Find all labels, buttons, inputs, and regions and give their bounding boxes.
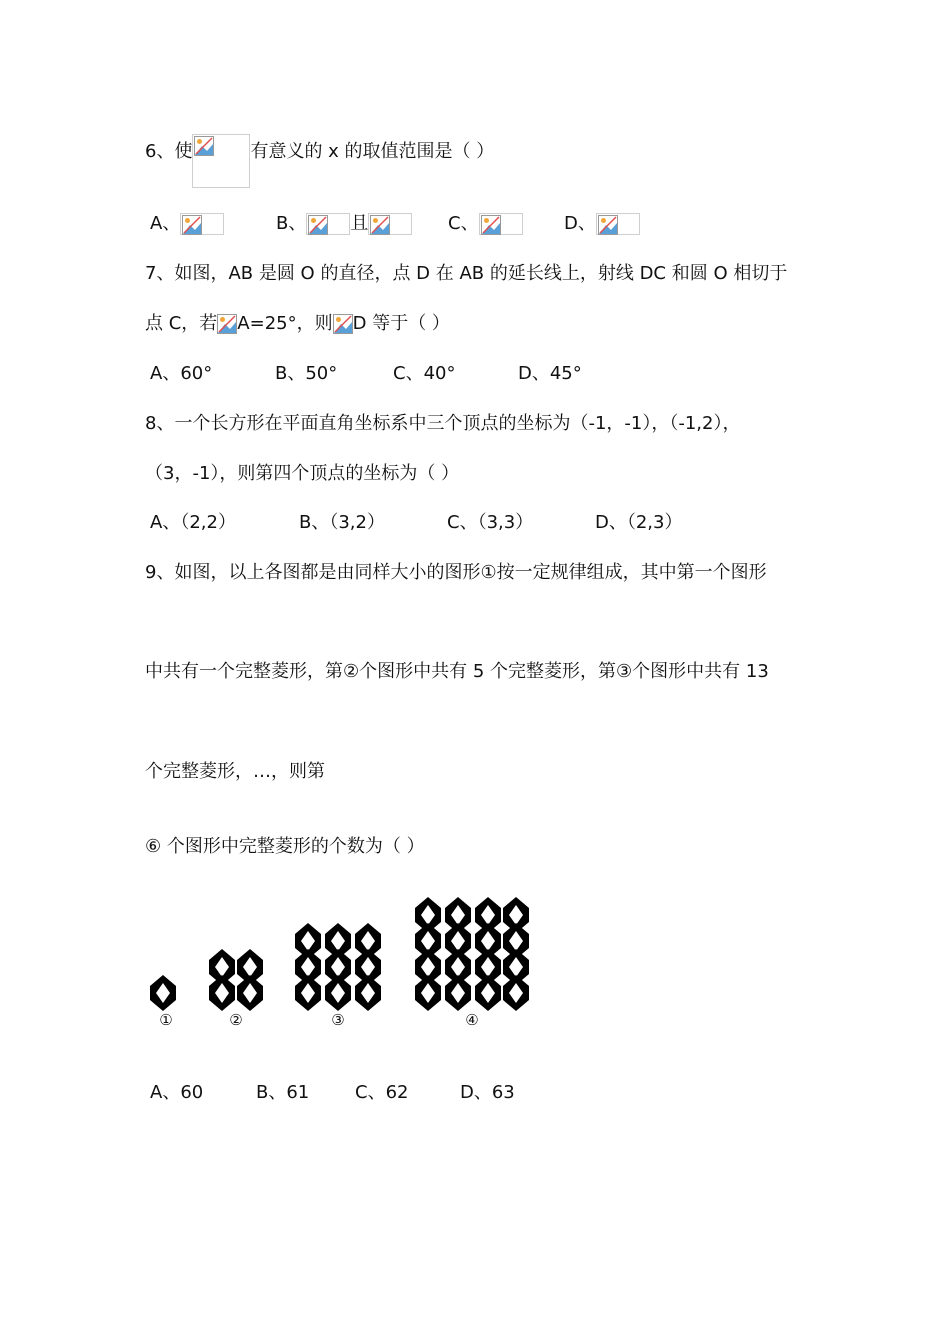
q6-option-b-image-1: [306, 213, 350, 235]
q7-option-d[interactable]: D、45°: [518, 363, 582, 384]
q7-stem-line2: 点 C，若 A=25°，则 D 等于（ ）: [145, 313, 450, 334]
q9-stem-line2: 中共有一个完整菱形，第②个图形中共有 5 个完整菱形，第③个图形中共有 13: [145, 661, 769, 682]
figure-label-4: ④: [465, 1011, 479, 1029]
q8-option-d[interactable]: D、（2,3）: [595, 512, 683, 533]
q6-stem: [145, 140, 494, 188]
broken-image-icon: [308, 215, 328, 235]
q8-option-c[interactable]: C、（3,3）: [447, 512, 534, 533]
q9-stem-line1: 9、如图，以上各图都是由同样大小的图形①按一定规律组成，其中第一个图形: [145, 562, 767, 583]
pattern-figure-2: [209, 949, 263, 1011]
broken-image-icon: [370, 215, 390, 235]
q6-option-a[interactable]: A、: [150, 212, 224, 236]
q7-option-a[interactable]: A、60°: [150, 363, 213, 384]
q9-option-a[interactable]: A、60: [150, 1082, 204, 1103]
pattern-figure-1: [150, 975, 176, 1011]
q9-option-c[interactable]: C、62: [355, 1082, 409, 1103]
q9-pattern-figures: [145, 895, 545, 1015]
pattern-figure-3: [295, 923, 381, 1011]
angle-symbol-image-1: [217, 314, 237, 334]
figure-label-3: ③: [331, 1011, 345, 1029]
q9-stem-line3: 个完整菱形，…，则第: [145, 761, 325, 782]
broken-image-icon: [598, 215, 618, 235]
q8-option-a[interactable]: A、（2,2）: [150, 512, 236, 533]
q7-stem-line1: 7、如图，AB 是圆 O 的直径，点 D 在 AB 的延长线上，射线 DC 和圆 O 相切于: [145, 263, 788, 284]
q7-option-c[interactable]: C、40°: [393, 363, 456, 384]
pattern-figure-4: [415, 897, 529, 1011]
broken-image-icon: [194, 136, 214, 156]
q6-stem-post: 有意义的 x 的取值范围是（ ）: [250, 141, 495, 162]
figure-label-2: ②: [229, 1011, 243, 1029]
figure-label-1: ①: [159, 1011, 173, 1029]
q7-option-b[interactable]: B、50°: [275, 363, 338, 384]
broken-image-icon: [182, 215, 202, 235]
q6-option-a-image: [180, 213, 224, 235]
q9-stem-line4: ⑥ 个图形中完整菱形的个数为（ ）: [145, 836, 425, 857]
q6-stem-pre: 6、使: [145, 141, 193, 162]
q6-option-d-image: [596, 213, 640, 235]
q9-option-b[interactable]: B、61: [256, 1082, 310, 1103]
broken-image-icon: [217, 314, 237, 334]
q6-option-c-image: [479, 213, 523, 235]
q6-formula-image: [192, 134, 250, 188]
q6-option-c[interactable]: C、: [448, 212, 523, 236]
q6-option-b-image-2: [368, 213, 412, 235]
broken-image-icon: [333, 314, 353, 334]
q6-option-d[interactable]: D、: [564, 212, 640, 236]
q6-option-b[interactable]: B、 且: [276, 212, 412, 236]
q8-option-b[interactable]: B、（3,2）: [299, 512, 385, 533]
q8-stem-line2: （3，-1），则第四个顶点的坐标为（ ）: [145, 463, 460, 484]
broken-image-icon: [481, 215, 501, 235]
q9-option-d[interactable]: D、63: [460, 1082, 515, 1103]
q8-stem-line1: 8、一个长方形在平面直角坐标系中三个顶点的坐标为（-1，-1），（-1,2），: [145, 413, 741, 434]
angle-symbol-image-2: [333, 314, 353, 334]
